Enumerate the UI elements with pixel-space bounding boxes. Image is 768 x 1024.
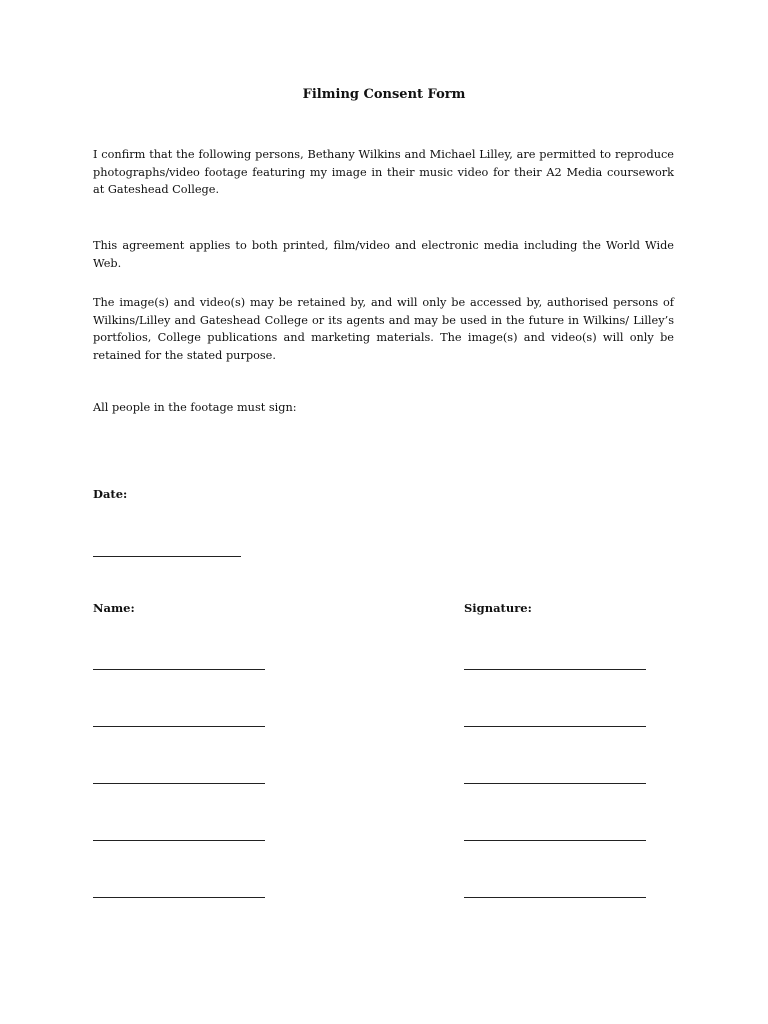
signature-line <box>464 669 646 670</box>
date-line <box>93 556 241 557</box>
signature-line <box>464 840 646 841</box>
name-line <box>93 897 265 898</box>
date-label: Date: <box>93 487 128 501</box>
consent-paragraph: I confirm that the following persons, Bethany Wilkins and Michael Lilley, are permitted to reproduce photographs/video footage featuring my image in their music video for their A2 Media coursework at Gateshead College. <box>93 148 674 196</box>
document-title: Filming Consent Form <box>302 87 466 102</box>
name-line <box>93 669 265 670</box>
signature-line <box>464 783 646 784</box>
sign-instruction: All people in the footage must sign: <box>93 401 297 414</box>
signature-line <box>464 897 646 898</box>
name-column-label: Name: <box>93 601 135 615</box>
retention-paragraph: The image(s) and video(s) may be retained by, and will only be accessed by, authorised persons of Wilkins/Lilley and Gateshead College or its agents and may be used in the future in Wilkins/ Lilley’s portfolios, College publications and marketing materials. The image(s) and video(s) will only be retained for the stated purpose. <box>93 296 674 362</box>
signature-column-label: Signature: <box>464 601 532 615</box>
name-line <box>93 783 265 784</box>
name-line <box>93 726 265 727</box>
media-scope-paragraph: This agreement applies to both printed, film/video and electronic media including the World Wide Web. <box>93 239 674 270</box>
signature-line <box>464 726 646 727</box>
name-line <box>93 840 265 841</box>
